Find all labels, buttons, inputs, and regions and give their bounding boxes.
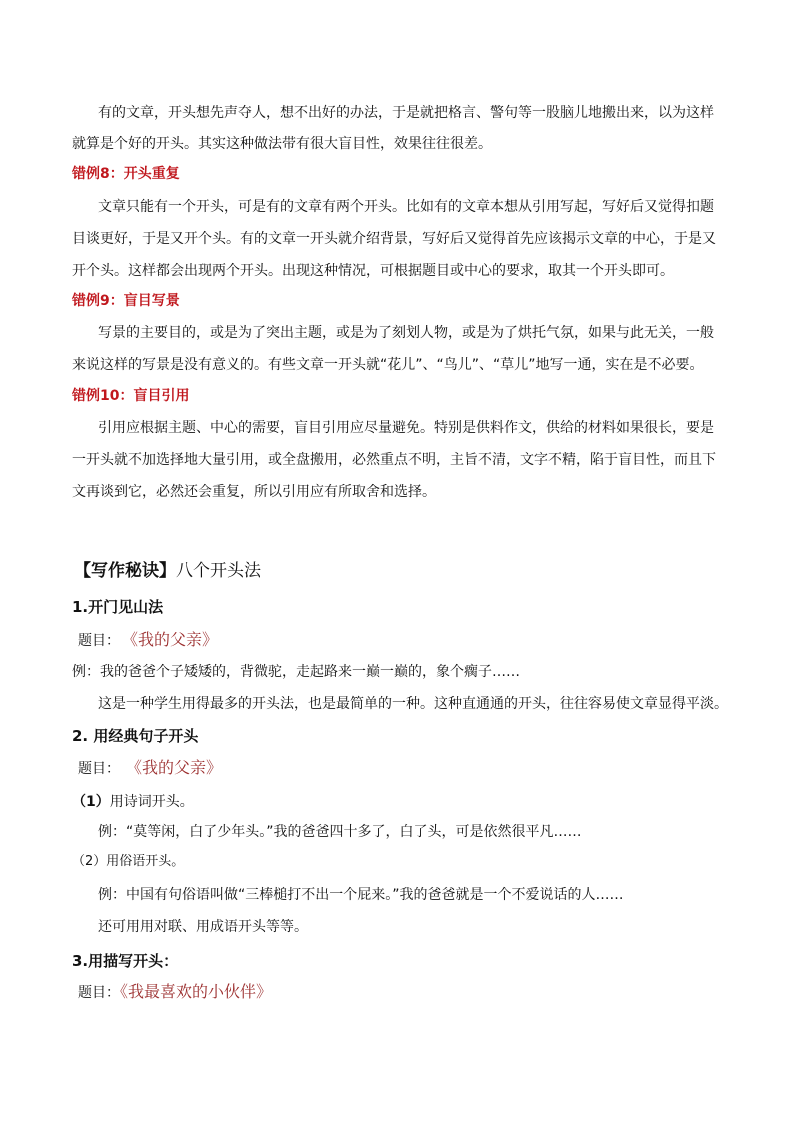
method-1-example: 例：我的爸爸个子矮矮的，背微驼，走起路来一巅一巅的，象个瘸子…… (72, 664, 520, 680)
example-10-heading: 错例10：盲目引用 (72, 388, 190, 404)
method-2-sub-2: （2）用俗语开头。 (72, 854, 185, 869)
topic-label: 题目： (78, 761, 120, 777)
example-10-line: 文再谈到它，必然还会重复，所以引用应有所取舍和选择。 (72, 484, 436, 500)
method-1-note: 这是一种学生用得最多的开头法，也是最简单的一种。这种直通通的开头，往往容易使文章显得平淡。 (98, 696, 728, 712)
method-2-heading: 2. 用经典句子开头 (72, 727, 199, 745)
topic-label: 题目： (78, 633, 120, 649)
example-9-line: 来说这样的写景是没有意义的。有些文章一开头就“花儿”、“鸟儿”、“草儿”地写一通，实在是不必要。 (72, 357, 704, 373)
method-2-sub-1 (72, 792, 194, 812)
method-1-topic (78, 630, 218, 651)
method-2-topic (78, 758, 222, 779)
intro-line-2: 就算是个好的开头。其实这种做法带有很大盲目性，效果往往很差。 (72, 136, 492, 152)
section-subtitle: 八个开头法 (176, 561, 261, 581)
example-9-line: 写景的主要目的，或是为了突出主题，或是为了刻划人物，或是为了烘托气氛，如果与此无关，一般 (98, 325, 714, 341)
sub-number: （1） (72, 794, 110, 810)
method-2-extra: 还可用用对联、用成语开头等等。 (98, 919, 308, 935)
topic-title: 《我最喜欢的小伙伴》 (120, 982, 273, 1001)
topic-title: 《我的父亲》 (134, 758, 223, 777)
method-3-heading: 3.用描写开头： (72, 952, 179, 970)
example-8-heading: 错例8：开头重复 (72, 166, 180, 182)
example-8-line: 文章只能有一个开头，可是有的文章有两个开头。比如有的文章本想从引用写起，写好后又觉得扣题 (98, 199, 714, 215)
example-8-line: 开个头。这样都会出现两个开头。出现这种情况，可根据题目或中心的要求，取其一个开头即可。 (72, 263, 674, 279)
sub-label: 用诗词开头。 (109, 794, 194, 810)
example-8-line: 目谈更好，于是又开个头。有的文章一开头就介绍背景，写好后又觉得首先应该揭示文章的中心，于是又 (72, 231, 716, 247)
section-title (74, 561, 261, 581)
method-1-heading: 1.开门见山法 (72, 598, 164, 616)
section-bracket-title: 【写作秘诀】 (74, 561, 176, 581)
intro-line-1: 有的文章，开头想先声夺人，想不出好的办法，于是就把格言、警句等一股脑儿地搬出来，以为这样 (98, 105, 714, 121)
method-3-topic (78, 982, 272, 1003)
method-2-sub-1-example: 例：“莫等闲，白了少年头。”我的爸爸四十多了，白了头，可是依然很平凡…… (98, 824, 582, 840)
example-10-line: 一开头就不加选择地大量引用，或全盘搬用，必然重点不明，主旨不清，文字不精，陷于盲目性，而且下 (72, 452, 716, 468)
topic-title: 《我的父亲》 (130, 630, 219, 649)
example-10-line: 引用应根据主题、中心的需要，盲目引用应尽量避免。特别是供料作文，供给的材料如果很长，要是 (98, 420, 714, 436)
method-2-sub-2-example: 例：中国有句俗语叫做“三棒槌打不出一个屁来。”我的爸爸就是一个不爱说话的人…… (98, 887, 624, 903)
topic-label: 题目： (78, 985, 120, 1001)
example-9-heading: 错例9：盲目写景 (72, 293, 180, 309)
